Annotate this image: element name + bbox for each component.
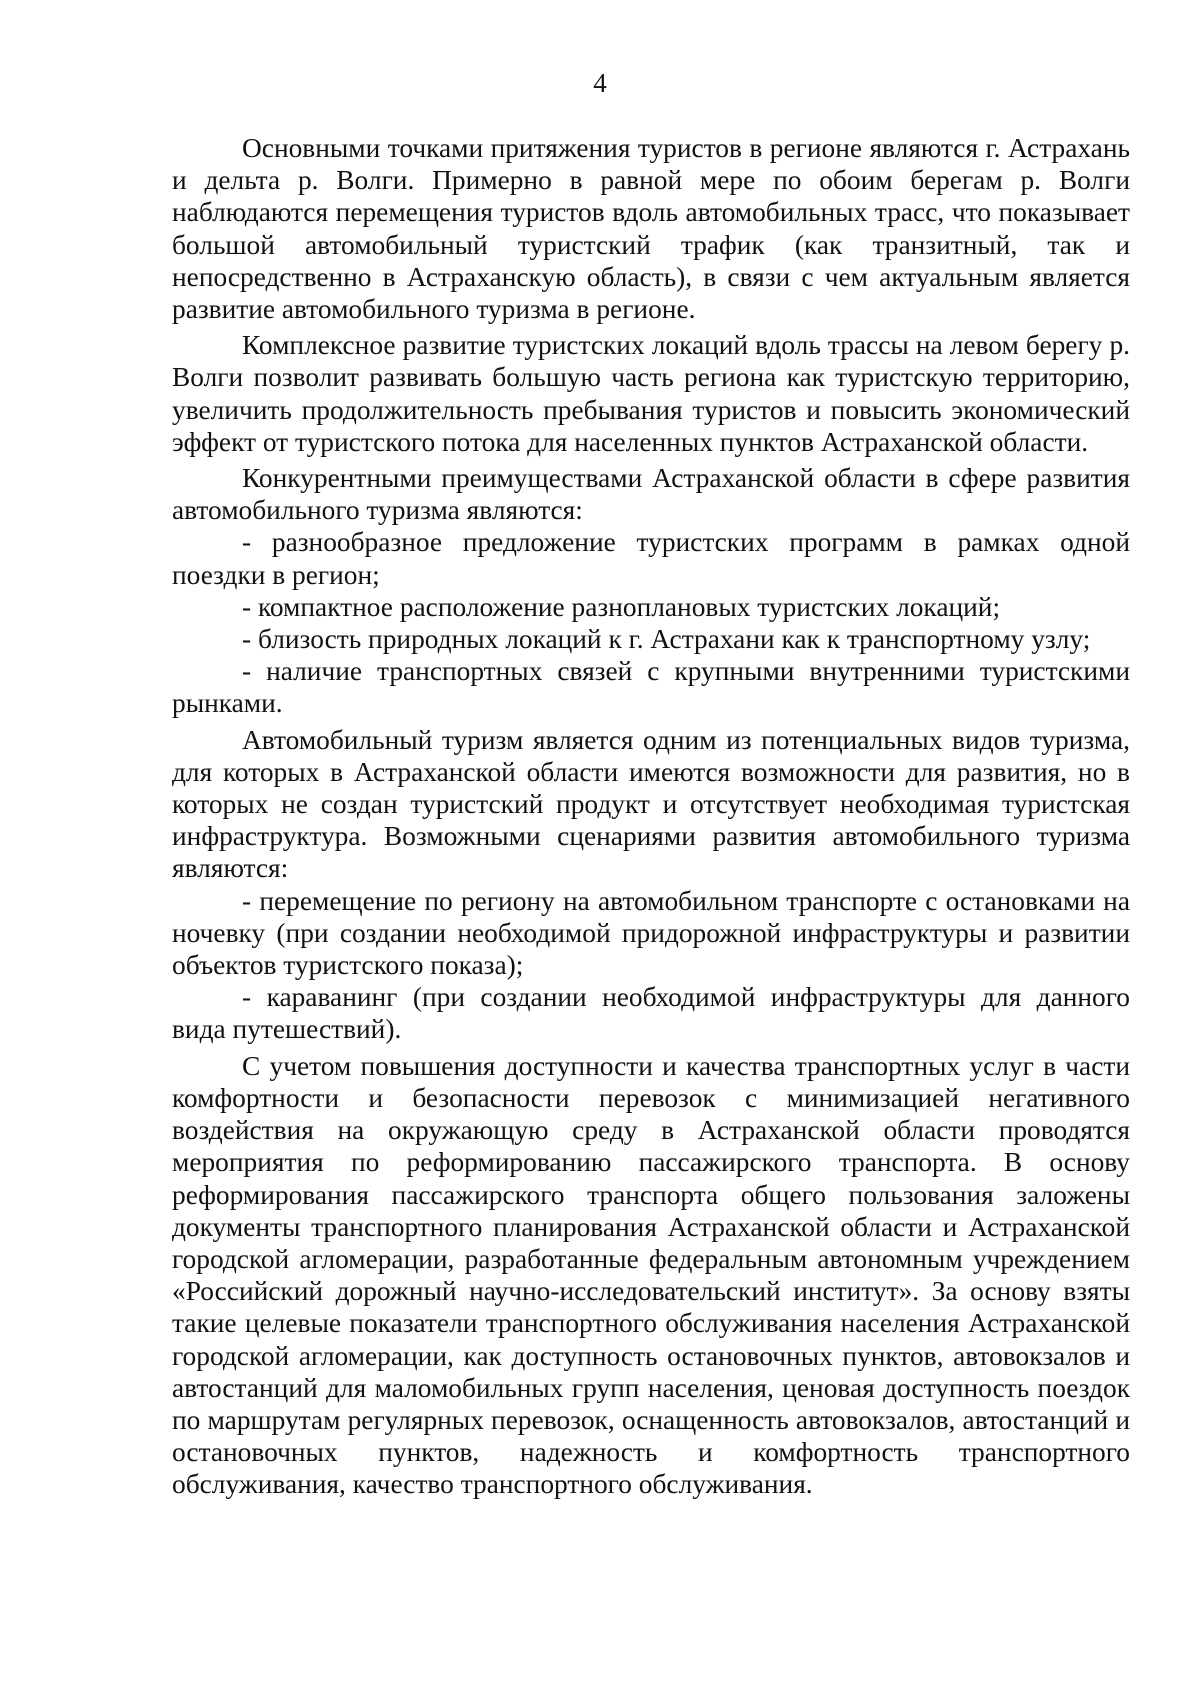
paragraph-transport-reform: С учетом повышения доступности и качества транспортных услуг в части комфортности и безопасности перевозок с минимизацией негативного воздействия на окружающую среду в Астраханской области проводятся мероприятия по реформированию пассажирского транспорта. В основу реформирования пассажирского транспорта общего пользования заложены документы транспортного планирования Астраханской области и Астраханской городской агломерации, разработанные федеральным автономным учреждением «Российский дорожный научно-исследовательский институт». За основу взяты такие целевые показатели транспортного обслуживания населения Астраханской городской агломерации, как доступность остановочных пунктов, автовокзалов и автостанций для маломобильных групп населения, ценовая доступность поездок по маршрутам регулярных перевозок, оснащенность автовокзалов, автостанций и остановочных пунктов, надежность и комфортность транспортного обслуживания, качество транспортного обслуживания. [172,1050,1130,1500]
list-item-caravanning: - караванинг (при создании необходимой инфраструктуры для данного вида путешествий). [172,982,1130,1045]
list-item-compact-locations: - компактное расположение разноплановых туристских локаций; [242,591,1001,622]
paragraph-competitive-advantages: Конкурентными преимуществами Астраханской области в сфере развития автомобильного туризма являются: [172,463,1130,526]
list-item-transport-links: - наличие транспортных связей с крупными внутренними туристскими рынками. [172,656,1130,719]
page-number: 4 [593,68,607,98]
paragraph-auto-tourism-potential: Автомобильный туризм является одним из потенциальных видов туризма, для которых в Астраханской области имеются возможности для развития, но в которых не создан туристский продукт и отсутствует необходимая туристская инфраструктура. Возможными сценариями развития автомобильного туризма являются: [172,724,1130,884]
list-item-proximity-natural-locations: - близость природных локаций к г. Астрахани как к транспортному узлу; [242,624,1091,655]
list-item-overnight-stops: - перемещение по региону на автомобильном транспорте с остановками на ночевку (при создании необходимой придорожной инфраструктуры и развитии объектов туристского показа); [172,885,1130,981]
list-item-diverse-programs: - разнообразное предложение туристских программ в рамках одной поездки в регион; [172,527,1130,590]
document-body [172,132,1130,1501]
paragraph-tourist-attractions: Основными точками притяжения туристов в регионе являются г. Астрахань и дельта р. Волги. Примерно в равной мере по обоим берегам р. Волги наблюдаются перемещения туристов вдоль автомобильных трасс, что показывает большой автомобильный туристский трафик (как транзитный, так и непосредственно в Астраханскую область), в связи с чем актуальным является развитие автомобильного туризма в регионе. [172,133,1130,325]
paragraph-left-bank-development: Комплексное развитие туристских локаций вдоль трассы на левом берегу р. Волги позволит развивать большую часть региона как туристскую территорию, увеличить продолжительность пребывания туристов и повысить экономический эффект от туристского потока для населенных пунктов Астраханской области. [172,330,1130,457]
